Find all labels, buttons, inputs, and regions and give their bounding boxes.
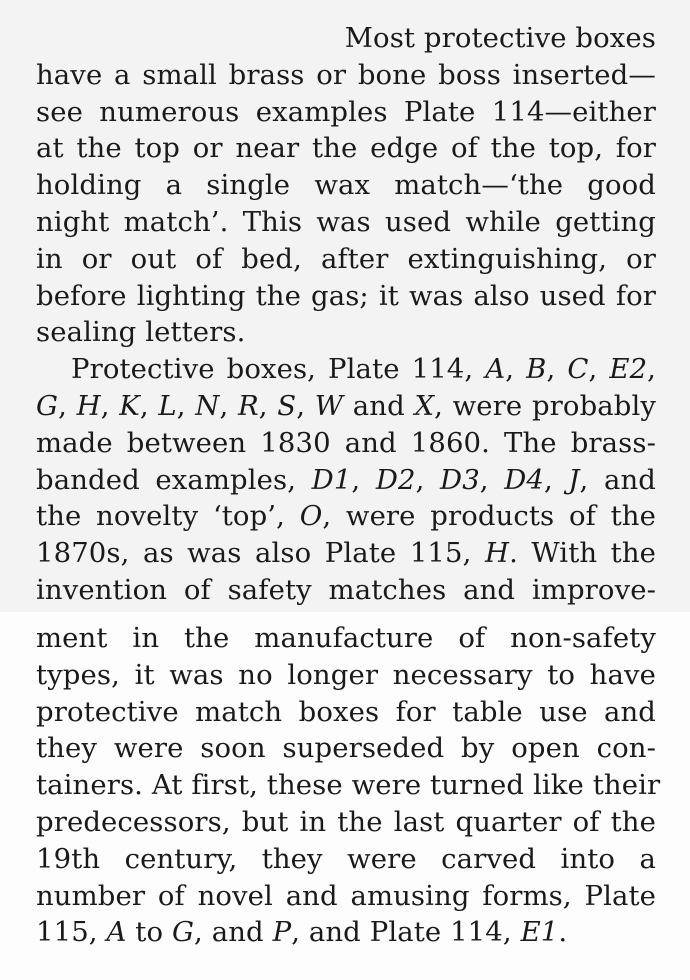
text-line: number of novel and amusing forms, Plate <box>36 879 656 912</box>
text-line: predecessors, but in the last quarter of the <box>36 805 656 838</box>
text-line: holding a single wax match—‘the good <box>36 169 656 202</box>
text-line: invention of safety matches and improve- <box>36 573 656 606</box>
lower-text-block <box>36 620 661 951</box>
upper-text-block <box>36 20 656 609</box>
text-line: sealing letters. <box>36 316 246 349</box>
text-line: the novelty ‘top’, O, were products of the <box>36 500 656 533</box>
text-line: G, H, K, L, N, R, S, W and X, were probably <box>36 389 657 422</box>
text-line: protective match boxes for table use and <box>36 695 656 728</box>
text-line: have a small brass or bone boss inserted— <box>36 58 656 91</box>
text-line: banded examples, D1, D2, D3, D4, J, and <box>36 463 656 496</box>
text-line: made between 1830 and 1860. The brass- <box>36 426 656 459</box>
text-line: night match’. This was used while getting <box>36 205 656 238</box>
text-line: before lighting the gas; it was also used for <box>36 279 656 312</box>
text-line: ment in the manufacture of non-safety <box>36 622 656 654</box>
text-line: see numerous examples Plate 114—either <box>36 95 656 128</box>
text-line: 115, A to G, and P, and Plate 114, E1. <box>36 916 568 949</box>
text-line: 19th century, they were carved into a <box>36 842 656 875</box>
text-line: in or out of bed, after extinguishing, or <box>36 242 656 275</box>
text-line: Most protective boxes <box>344 22 656 54</box>
text-line: Protective boxes, Plate 114, A, B, C, E2, <box>71 353 657 386</box>
text-line: they were soon superseded by open con- <box>36 732 656 765</box>
text-line: tainers. At first, these were turned like their <box>36 769 661 802</box>
text-line: 1870s, as was also Plate 115, H. With the <box>36 537 656 570</box>
text-line: at the top or near the edge of the top, for <box>36 132 656 165</box>
text-line: types, it was no longer necessary to have <box>36 658 656 691</box>
